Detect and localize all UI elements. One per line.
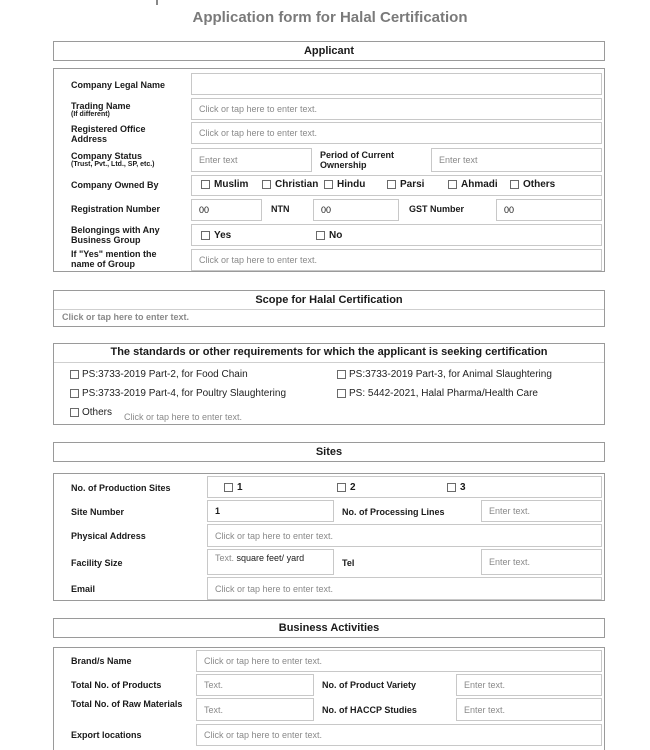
standard-part4-checkbox[interactable]: PS:3733-2019 Part-4, for Poultry Slaughtering — [70, 388, 286, 399]
checkbox-box — [224, 483, 233, 492]
period-ownership-label: Period of Current Ownership — [320, 150, 395, 170]
standard-pharma-checkbox[interactable]: PS: 5442-2021, Halal Pharma/Health Care — [337, 388, 538, 399]
production-sites-label: No. of Production Sites — [71, 483, 171, 493]
processing-lines-field[interactable]: Enter text. — [481, 500, 602, 522]
physical-address-label: Physical Address — [71, 531, 146, 541]
trading-name-note: (If different) — [71, 111, 110, 118]
owned-others-checkbox[interactable]: Others — [510, 179, 555, 190]
owned-hindu-checkbox[interactable]: Hindu — [324, 179, 365, 190]
standard-part2-checkbox[interactable]: PS:3733-2019 Part-2, for Food Chain — [70, 369, 248, 380]
business-section — [53, 647, 605, 750]
checkbox-box — [262, 180, 271, 189]
company-legal-name-field[interactable] — [191, 73, 602, 95]
applicant-section — [53, 68, 605, 272]
registration-number-label: Registration Number — [71, 204, 161, 214]
owned-by-label: Company Owned By — [71, 180, 159, 190]
owned-parsi-checkbox[interactable]: Parsi — [387, 179, 424, 190]
checkbox-box — [70, 389, 79, 398]
raw-materials-label: Total No. of Raw Materials — [71, 699, 183, 709]
tel-label: Tel — [342, 558, 355, 568]
scope-field[interactable]: Click or tap here to enter text. — [62, 312, 190, 322]
production-sites-2-checkbox[interactable]: 2 — [337, 482, 356, 493]
company-status-field[interactable]: Enter text — [191, 148, 312, 172]
standards-section — [53, 343, 605, 425]
haccp-studies-field[interactable]: Enter text. — [456, 698, 602, 721]
scope-section — [53, 290, 605, 327]
ntn-label: NTN — [271, 204, 290, 214]
applicant-heading: Applicant — [53, 41, 605, 61]
facility-size-field[interactable] — [207, 549, 334, 575]
brand-label: Brand/s Name — [71, 656, 132, 666]
checkbox-box — [447, 483, 456, 492]
sites-section — [53, 473, 605, 601]
checkbox-box — [337, 370, 346, 379]
registered-office-field[interactable]: Click or tap here to enter text. — [191, 122, 602, 144]
export-locations-field[interactable]: Click or tap here to enter text. — [196, 724, 602, 746]
haccp-studies-label: No. of HACCP Studies — [322, 705, 417, 715]
production-sites-3-checkbox[interactable]: 3 — [447, 482, 466, 493]
gst-number-label: GST Number — [409, 204, 465, 214]
email-field[interactable]: Click or tap here to enter text. — [207, 577, 602, 600]
business-group-field — [191, 224, 602, 246]
site-number-label: Site Number — [71, 507, 125, 517]
product-variety-field[interactable]: Enter text. — [456, 674, 602, 696]
total-products-field[interactable]: Text. — [196, 674, 314, 696]
brand-field[interactable]: Click or tap here to enter text. — [196, 650, 602, 672]
ntn-field[interactable]: 00 — [313, 199, 399, 221]
top-divider — [156, 0, 158, 5]
checkbox-box — [201, 231, 210, 240]
checkbox-box — [70, 370, 79, 379]
group-name-field[interactable]: Click or tap here to enter text. — [191, 249, 602, 271]
checkbox-box — [448, 180, 457, 189]
divider — [54, 362, 604, 363]
checkbox-box — [316, 231, 325, 240]
checkbox-box — [387, 180, 396, 189]
checkbox-box — [324, 180, 333, 189]
trading-name-field[interactable]: Click or tap here to enter text. — [191, 98, 602, 120]
scope-heading: Scope for Halal Certification — [255, 294, 403, 306]
divider — [54, 309, 604, 310]
company-status-note: (Trust, Pvt., Ltd., SP, etc.) — [71, 161, 155, 168]
production-sites-field — [207, 476, 602, 498]
standard-part3-checkbox[interactable]: PS:3733-2019 Part-3, for Animal Slaughtering — [337, 369, 552, 380]
page-title: Application form for Halal Certification — [192, 9, 468, 26]
sites-heading: Sites — [53, 442, 605, 462]
facility-size-label: Facility Size — [71, 558, 123, 568]
period-ownership-field[interactable]: Enter text — [431, 148, 602, 172]
checkbox-box — [337, 483, 346, 492]
business-group-no-checkbox[interactable]: No — [316, 230, 342, 241]
owned-ahmadi-checkbox[interactable]: Ahmadi — [448, 179, 498, 190]
group-name-label: If "Yes" mention the name of Group — [71, 249, 157, 269]
physical-address-field[interactable]: Click or tap here to enter text. — [207, 524, 602, 547]
registration-number-field[interactable]: 00 — [191, 199, 262, 221]
owned-muslim-checkbox[interactable]: Muslim — [201, 179, 248, 190]
standard-others-field[interactable]: Click or tap here to enter text. — [124, 412, 243, 422]
export-locations-label: Export locations — [71, 730, 142, 740]
registered-office-label: Registered Office Address — [71, 124, 146, 144]
checkbox-box — [510, 180, 519, 189]
raw-materials-field[interactable]: Text. — [196, 698, 314, 721]
site-number-field[interactable]: 1 — [207, 500, 334, 522]
business-group-yes-checkbox[interactable]: Yes — [201, 230, 231, 241]
email-label: Email — [71, 584, 96, 594]
gst-number-field[interactable]: 00 — [496, 199, 602, 221]
checkbox-box — [337, 389, 346, 398]
product-variety-label: No. of Product Variety — [322, 680, 417, 690]
total-products-label: Total No. of Products — [71, 680, 162, 690]
standards-heading: The standards or other requirements for which the applicant is seeking certification — [110, 346, 548, 358]
business-heading: Business Activities — [53, 618, 605, 638]
checkbox-box — [70, 408, 79, 417]
production-sites-1-checkbox[interactable]: 1 — [224, 482, 243, 493]
owned-christian-checkbox[interactable]: Christian — [262, 179, 318, 190]
company-status-label: Company Status (Trust, Pvt., Ltd., SP, etc.) — [71, 151, 155, 168]
company-legal-name-label: Company Legal Name — [71, 80, 166, 90]
checkbox-box — [201, 180, 210, 189]
facility-size-text: Text. square feet/ yard — [215, 553, 305, 563]
tel-field[interactable]: Enter text. — [481, 549, 602, 575]
trading-name-label: Trading Name (If different) — [71, 101, 131, 118]
business-group-label: Belongings with Any Business Group — [71, 225, 160, 245]
standard-others-checkbox[interactable]: Others — [70, 407, 112, 418]
processing-lines-label: No. of Processing Lines — [342, 507, 445, 517]
